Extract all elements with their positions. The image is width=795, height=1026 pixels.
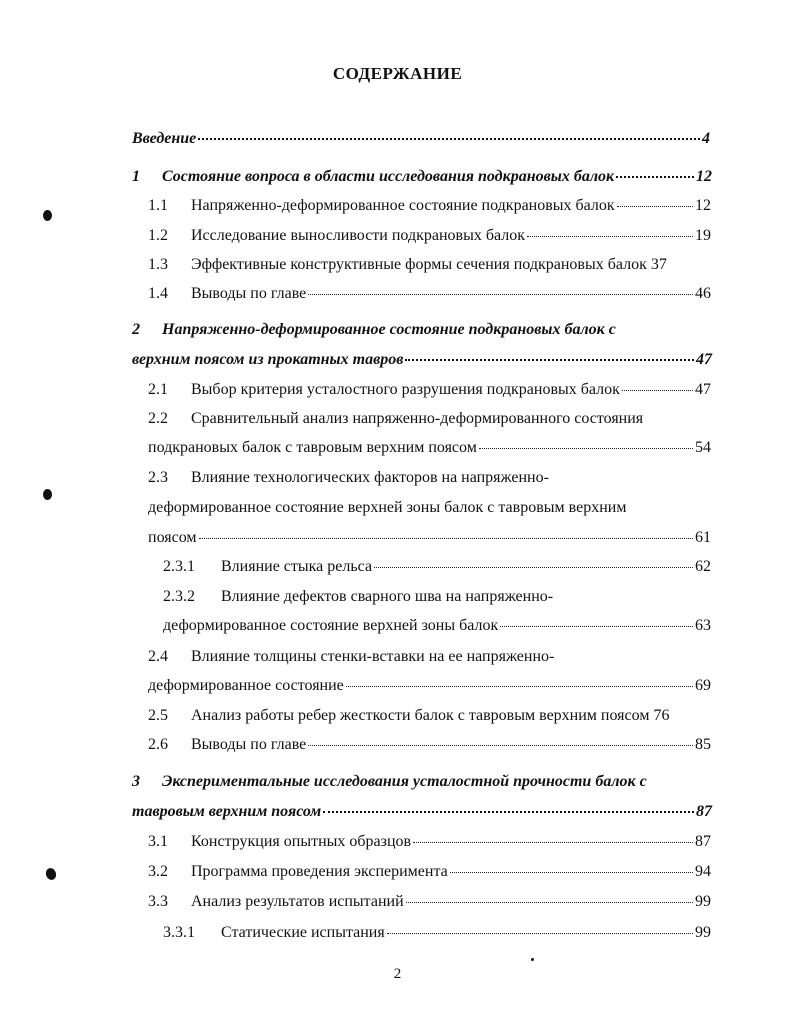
toc-page-number: 54 [695,439,711,456]
toc-entry-1-3[interactable] [148,256,711,274]
toc-page-number: 47 [696,351,712,368]
toc-entry-text: Сравнительный анализ напряженно-деформированного состояния [191,410,644,427]
toc-entry-2-3-line2 [148,499,626,517]
toc-entry-text: Введение [132,130,197,147]
toc-page-number: 87 [696,803,712,820]
toc-page-number: 12 [696,168,712,185]
dot-leader [500,625,693,627]
toc-entry-number: 2.6 [148,736,168,753]
toc-entry-text: Анализ результатов испытаний [191,893,404,910]
toc-entry-number: 1.4 [148,285,168,302]
toc-entry-text: Конструкция опытных образцов [191,833,412,850]
toc-entry-chapter-1[interactable] [132,168,712,186]
scan-speck [43,489,52,500]
toc-page-number: 12 [695,197,711,214]
toc-entry-text: Выводы по главе [191,736,307,753]
dot-leader [308,744,693,746]
toc-entry-2-2[interactable] [148,439,711,457]
toc-entry-number: 3.3.1 [163,924,195,941]
toc-entry-number: 3 [132,773,140,790]
toc-entry-1-2[interactable] [148,227,711,245]
toc-entry-2-4[interactable] [148,677,711,695]
toc-entry-number: 3.3 [148,893,168,910]
dot-leader [387,932,693,934]
toc-entry-2-3-line1[interactable] [148,469,549,487]
toc-entry-text: Программа проведения эксперимента [191,863,448,880]
toc-page-number: 69 [695,677,711,694]
toc-page-number: 99 [695,893,711,910]
toc-entry-text: Состояние вопроса в области исследования подкрановых балок [162,168,615,185]
dot-leader [199,537,693,539]
toc-entry-number: 2 [132,321,140,338]
toc-entry-text: поясом [148,529,197,546]
toc-entry-2-1[interactable] [148,381,711,399]
toc-entry-number: 2.4 [148,648,168,665]
toc-entry-3-2[interactable] [148,863,711,881]
toc-entry-text: Анализ работы ребер жесткости балок с тавровым верхним поясом [191,707,650,724]
toc-entry-text: Исследование выносливости подкрановых балок [191,227,525,244]
toc-entry-text: Экспериментальные исследования усталостной прочности балок с [162,773,647,790]
dot-leader [617,205,693,207]
dot-leader [323,810,694,813]
toc-entry-2-3-2-line1[interactable] [163,588,553,606]
toc-entry-number: 1.3 [148,256,168,273]
toc-entry-chapter-3[interactable] [132,803,712,821]
toc-entry-number: 2.3.1 [163,558,195,575]
page-title: СОДЕРЖАНИЕ [332,64,463,83]
toc-entry-chapter-2[interactable] [132,351,712,369]
toc-entry-2-4-line1[interactable] [148,648,554,666]
toc-entry-text: Статические испытания [221,924,385,941]
toc-page-number: 46 [695,285,711,302]
toc-page-number: 37 [650,256,667,273]
toc-page-number: 99 [695,924,711,941]
toc-page-number: 85 [695,736,711,753]
dot-leader [527,235,693,237]
toc-entry-number: 2.2 [148,410,168,427]
dot-leader [374,566,693,568]
toc-page-number: 62 [695,558,711,575]
dot-leader [622,389,693,391]
dot-leader [198,137,700,140]
toc-page-number: 76 [653,707,670,724]
toc-entry-number: 1.1 [148,197,168,214]
dot-leader [405,358,694,361]
toc-entry-text: Выводы по главе [191,285,307,302]
toc-entry-chapter-2-line1[interactable] [132,321,616,339]
toc-entry-number: 3.1 [148,833,168,850]
toc-entry-text: деформированное состояние верхней зоны балок с тавровым верхним [148,499,627,516]
toc-entry-text: подкрановых балок с тавровым верхним поясом [148,439,477,456]
toc-entry-3-3[interactable] [148,893,711,911]
toc-entry-2-3[interactable] [148,529,711,547]
toc-entry-chapter-3-line1[interactable] [132,773,647,791]
dot-leader [450,871,693,873]
toc-entry-2-5[interactable] [148,707,711,725]
dot-leader [406,901,693,903]
toc-entry-number: 3.2 [148,863,168,880]
toc-entry-3-3-1[interactable] [163,924,711,942]
toc-entry-text: Выбор критерия усталостного разрушения подкрановых балок [191,381,620,398]
toc-entry-text: Напряженно-деформированное состояние подкрановых балок с [162,321,616,338]
toc-entry-2-2-line1[interactable] [148,410,643,428]
toc-entry-text: деформированное состояние [148,677,344,694]
scan-speck [44,867,58,882]
toc-entry-text: тавровым верхним поясом [132,803,322,820]
toc-page-number: 87 [695,833,711,850]
toc-entry-1-1[interactable] [148,197,711,215]
toc-entry-text: Влияние дефектов сварного шва на напряженно- [221,588,554,605]
toc-entry-2-6[interactable] [148,736,711,754]
toc-entry-intro[interactable] [132,130,710,148]
toc-page-number: 94 [695,863,711,880]
toc-entry-number: 2.3 [148,469,168,486]
toc-entry-number: 1 [132,168,140,185]
dot-leader [413,841,693,843]
toc-entry-2-3-2[interactable] [163,617,711,635]
toc-entry-1-4[interactable] [148,285,711,303]
dot-leader [479,447,693,449]
scan-speck [531,958,534,961]
toc-page-number: 63 [695,617,711,634]
dot-leader [616,175,694,178]
toc-page-number: 61 [695,529,711,546]
toc-page-number: 19 [695,227,711,244]
toc-entry-text: деформированное состояние верхней зоны балок [163,617,499,634]
toc-entry-number: 2.1 [148,381,168,398]
dot-leader [346,685,693,687]
toc-entry-number: 1.2 [148,227,168,244]
page-number: 2 [393,966,402,982]
scan-speck [43,210,52,221]
toc-entry-number: 2.5 [148,707,168,724]
toc-entry-2-3-1[interactable] [163,558,711,576]
toc-entry-text: Влияние технологических факторов на напряженно- [191,469,549,486]
toc-page-number: 47 [695,381,711,398]
toc-entry-text: Напряженно-деформированное состояние подкрановых балок [191,197,615,214]
toc-entry-number: 2.3.2 [163,588,195,605]
toc-page-number: 4 [702,130,710,147]
toc-entry-text: Эффективные конструктивные формы сечения подкрановых балок [191,256,647,273]
dot-leader [308,293,693,295]
toc-entry-text: верхним поясом из прокатных тавров [132,351,404,368]
toc-entry-text: Влияние стыка рельса [221,558,373,575]
toc-entry-text: Влияние толщины стенки-вставки на ее напряженно- [191,648,555,665]
toc-entry-3-1[interactable] [148,833,711,851]
